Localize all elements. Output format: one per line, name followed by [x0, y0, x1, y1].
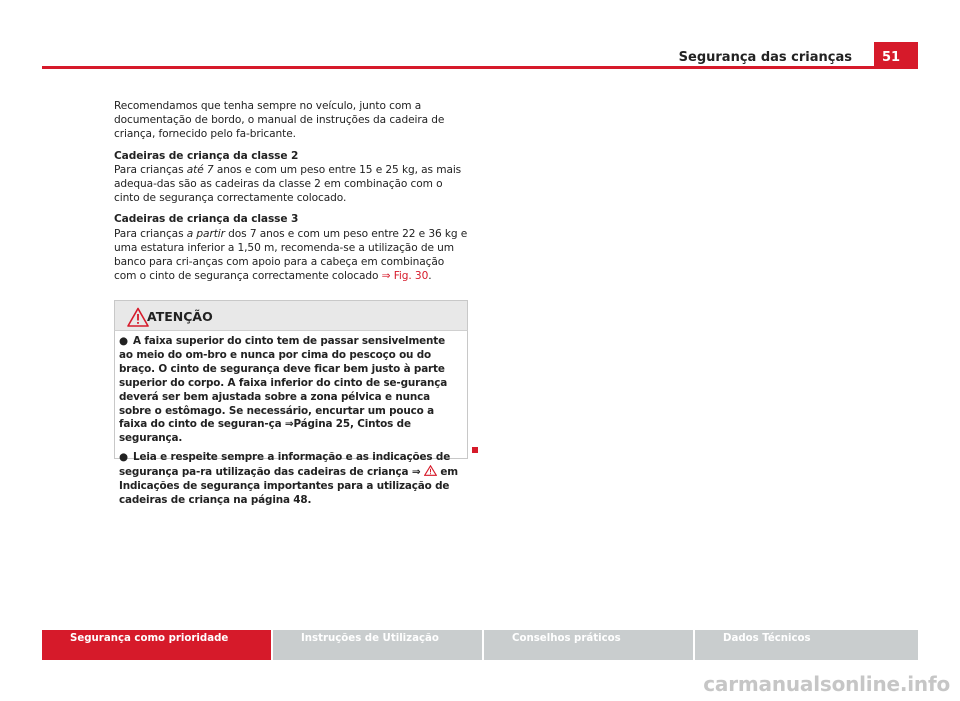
class3-heading: Cadeiras de criança da classe 3 [114, 213, 299, 226]
warning-bullet-2: ● Leia e respeite sempre a informação e as indicações de segurança pa-ra utilização das cadeiras de criança ⇒ em Indicações de segurança importantes para a utilização de cadeiras de criança na página 48. [119, 451, 458, 506]
bullet-dot: ● [119, 451, 128, 464]
main-content [114, 99, 468, 290]
footer-tab-seguranca[interactable]: Segurança como prioridade [42, 630, 271, 660]
class3-emphasis: a partir [186, 227, 225, 240]
warning-triangle-icon [127, 307, 149, 327]
bullet-dot: ● [119, 335, 128, 347]
fig-30-link[interactable]: ⇒ Fig. 30 [381, 270, 429, 283]
footer-tab-conselhos[interactable]: Conselhos práticos [484, 630, 693, 660]
footer-tab-dados[interactable]: Dados Técnicos [695, 630, 918, 660]
inline-warning-icon[interactable] [424, 465, 437, 476]
class2-emphasis: até 7 [186, 163, 214, 176]
page-number: 51 [874, 42, 918, 68]
warning-body [114, 330, 468, 506]
warning-header [114, 300, 468, 330]
intro-paragraph: Recomendamos que tenha sempre no veículo, junto com a documentação de bordo, o manual de instruções da cadeira de criança, fornecido pelo fa-bricante. [114, 100, 445, 141]
warning-bullet-1: ● A faixa superior do cinto tem de passar sensivelmente ao meio do om-bro e nunca por cima do pescoço ou do braço. O cinto de segurança deve ficar bem justo à parte superior do corpo. A faixa inferior do cinto de se-gurança deverá ser bem ajustada sobre a zona pélvica e nunca sobre o estômago. Se necessário, encurtar um pouco a faixa do cinto de seguran-ça ⇒Página 25, Cintos de segurança. [119, 335, 448, 445]
warning-title: ATENÇÃO [147, 309, 213, 324]
class2-paragraph: Para crianças até 7 anos e com um peso entre 15 e 25 kg, as mais adequa-das são as cadeiras da classe 2 em combinação com o cinto de segurança correctamente colocado. [114, 163, 462, 205]
class3-paragraph: Para crianças a partir dos 7 anos e com um peso entre 22 e 36 kg e uma estatura inferior a 1,50 m, recomenda-se a utilização de um banco para cri-anças com apoio para a cabeça em combinação com o cinto de segurança correctamente colocado ⇒ Fig. 30. [114, 227, 468, 283]
section-title: Segurança das crianças [678, 50, 852, 65]
warning-box [114, 300, 468, 506]
class2-heading: Cadeiras de criança da classe 2 [114, 149, 299, 162]
header-divider [42, 66, 918, 69]
watermark: carmanualsonline.info [703, 672, 950, 696]
section-end-marker [472, 447, 478, 453]
footer-tab-instrucoes[interactable]: Instruções de Utilização [273, 630, 482, 660]
